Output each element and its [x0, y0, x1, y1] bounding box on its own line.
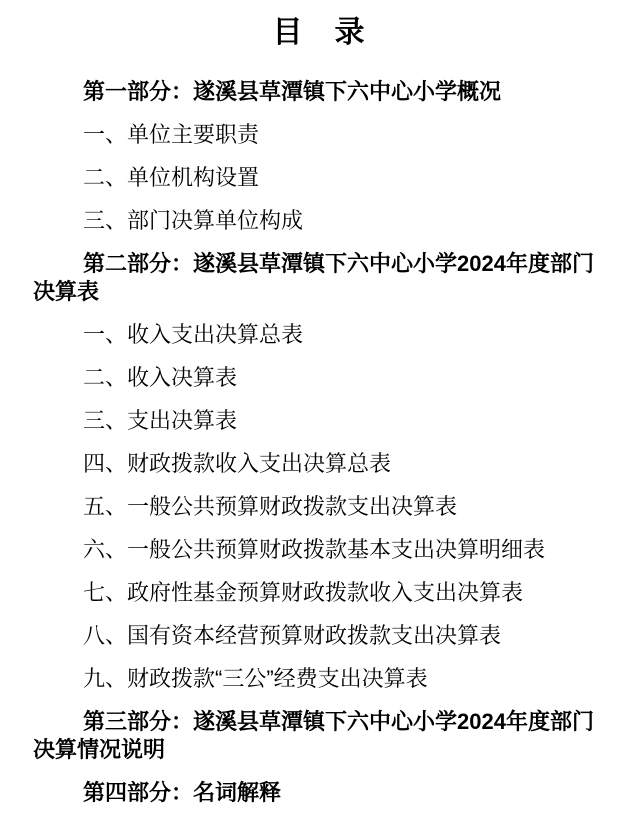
toc-item: 一、收入支出决算总表: [83, 322, 304, 347]
toc-item: 六、一般公共预算财政拨款基本支出决算明细表: [83, 537, 546, 562]
toc-part-2-heading: 第二部分：遂溪县草潭镇下六中心小学2024年度部门决算表: [33, 251, 594, 304]
toc-item: 三、部门决算单位构成: [83, 208, 304, 233]
toc-item: 三、支出决算表: [83, 408, 238, 433]
toc-item: 九、财政拨款“三公”经费支出决算表: [83, 666, 428, 691]
toc-item: 一、单位主要职责: [83, 122, 260, 147]
toc-part-1-heading: 第一部分：遂溪县草潭镇下六中心小学概况: [83, 79, 502, 104]
toc-part-4-heading: 第四部分：名词解释: [83, 780, 282, 805]
toc-item: 二、单位机构设置: [83, 165, 260, 190]
toc-item: 八、国有资本经营预算财政拨款支出决算表: [83, 623, 502, 648]
doc-title: 目 录: [272, 16, 366, 49]
toc-item: 七、政府性基金预算财政拨款收入支出决算表: [83, 580, 524, 605]
toc-item: 四、财政拨款收入支出决算总表: [83, 451, 392, 476]
toc-item: 二、收入决算表: [83, 365, 238, 390]
toc-part-3-heading: 第三部分：遂溪县草潭镇下六中心小学2024年度部门决算情况说明: [33, 709, 594, 762]
toc-item: 五、一般公共预算财政拨款支出决算表: [83, 494, 458, 519]
